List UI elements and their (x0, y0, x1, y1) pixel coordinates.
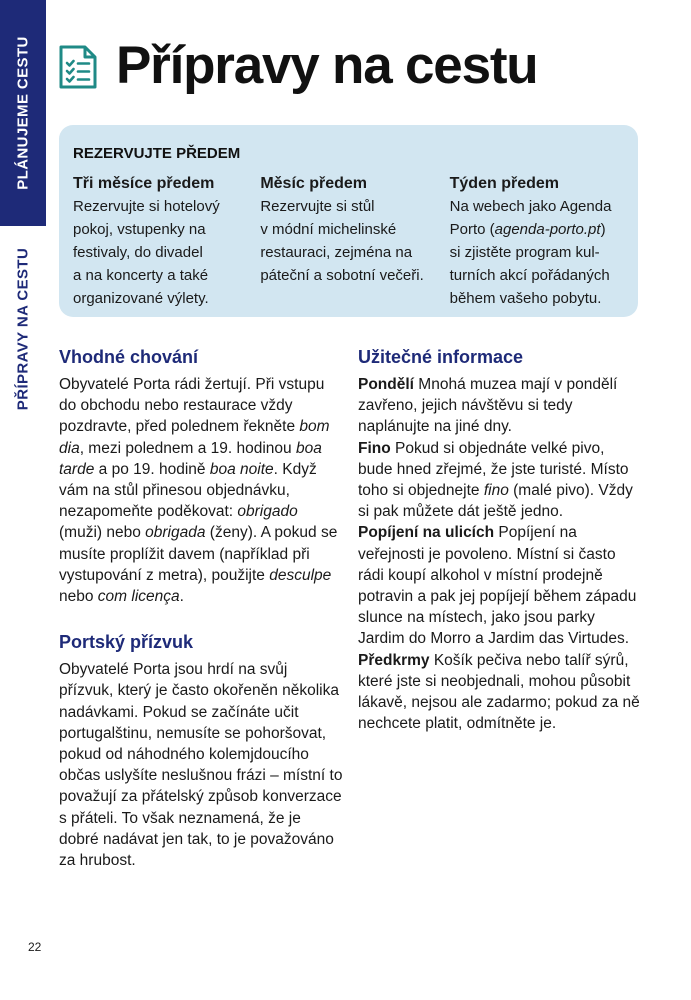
reserve-line: pokoj, vstupenky na (73, 221, 206, 238)
info-term: Předkrmy (358, 651, 430, 669)
info-term: Pondělí (358, 376, 414, 393)
reserve-col-month (260, 172, 449, 310)
reserve-line: v módní michelinské (260, 221, 397, 238)
accent-text: Obyvatelé Porta jsou hrdí na svůj přízvuk, který je často okořeněn několika nadávkami. Pokud se začínáte učit portugalštinu, nemusíte se pohoršovat, pokud od náhodného kolemjdoucího občas uslyšíte neslušnou frázi – místní to považují za přátelský způsob konverzace s přáteli. To však neznamená, že je dobré nadávat jen tak, to je považováno za hrubost. (59, 661, 343, 870)
info-item-fino: Fino Pokud si objednáte velké pivo, bude hned zřejmé, že jste turisté. Místo toho si objednejte fino (malé pivo). Vždy si pak můžete dát ještě jedno. (358, 439, 633, 521)
section-tab (0, 0, 46, 226)
reserve-ahead-box (59, 125, 638, 317)
reserve-line: páteční a sobotní večeři. (260, 267, 424, 284)
reserve-col-three-months (73, 172, 260, 310)
chapter-tab-label: PŘÍPRAVY NA CESTU (14, 247, 32, 411)
section-title-accent: Portský přízvuk (59, 632, 194, 653)
info-item-appetizers: Předkrmy Košík pečiva nebo talíř sýrů, které jste si neobjednali, mohou působit lákavě, nejsou ale zadarmo; pokud za ně nechcete platit, odmítněte je. (358, 651, 640, 733)
section-title-useful-info: Užitečné informace (358, 347, 524, 367)
reserve-line: restauraci, zejména na (260, 244, 413, 261)
reserve-line-pre: Porto ( (449, 221, 495, 238)
section-tab-label: PLÁNUJEME CESTU (14, 36, 32, 190)
left-column (59, 345, 344, 871)
right-column (358, 345, 643, 734)
info-term: Fino (358, 439, 391, 457)
checklist-icon (58, 44, 98, 90)
reserve-columns (73, 172, 624, 310)
page-number: 22 (28, 940, 42, 954)
reserve-line-post: ) (600, 221, 606, 238)
reserve-line: si zjistěte program kul- (449, 244, 600, 261)
reserve-line: Rezervujte si hotelový (73, 198, 220, 215)
reserve-line: Na webech jako Agenda (449, 198, 612, 215)
reserve-line: turních akcí pořádaných (449, 267, 610, 284)
reserve-col-title: Měsíc předem (260, 175, 368, 192)
reserve-line: Rezervujte si stůl (260, 198, 375, 215)
section-title-behavior: Vhodné chování (59, 347, 199, 367)
info-item-monday: Pondělí Mnohá muzea mají v pondělí zavřeno, jejich návštěvu si tedy naplánujte na jiné dny. (358, 376, 618, 436)
chapter-tab (0, 226, 46, 432)
reserve-line: během vašeho pobytu. (449, 290, 602, 307)
reserve-line: festivaly, do divadel (73, 244, 203, 261)
reserve-line: a na koncerty a také (73, 267, 209, 284)
reserve-col-week (450, 172, 624, 310)
page-title: Přípravy na cestu (116, 36, 538, 95)
reserve-line: organizované výlety. (73, 290, 209, 307)
reserve-heading: REZERVUJTE PŘEDEM (73, 145, 241, 162)
info-item-street-drinking: Popíjení na ulicích Popíjení na veřejnosti je povoleno. Místní si často rádi koupí alkohol v místní prodejně potravin a pak jej popíjejí během západu slunce na místech, jako jsou parky Jardim do Morro a Jardim das Virtudes. (358, 524, 637, 648)
reserve-col-title: Týden předem (449, 175, 559, 192)
behavior-text: Obyvatelé Porta rádi žertují. Při vstupu do obchodu nebo restaurace vždy pozdravte, před polednem řekněte bom dia, mezi polednem a 19. hodinou boa tarde a po 19. hodině boa noite. Když vám na stůl přinesou objednávku, nezapomeňte poděkovat: obrigado (muži) nebo obrigada (ženy). A pokud se musíte proplížit davem (například při vystupování z metra), použijte desculpe nebo com licença. (59, 376, 338, 606)
agenda-porto-link[interactable]: agenda-porto.pt (494, 221, 601, 238)
info-term: Popíjení na ulicích (358, 524, 495, 542)
reserve-col-title: Tři měsíce předem (73, 175, 215, 192)
